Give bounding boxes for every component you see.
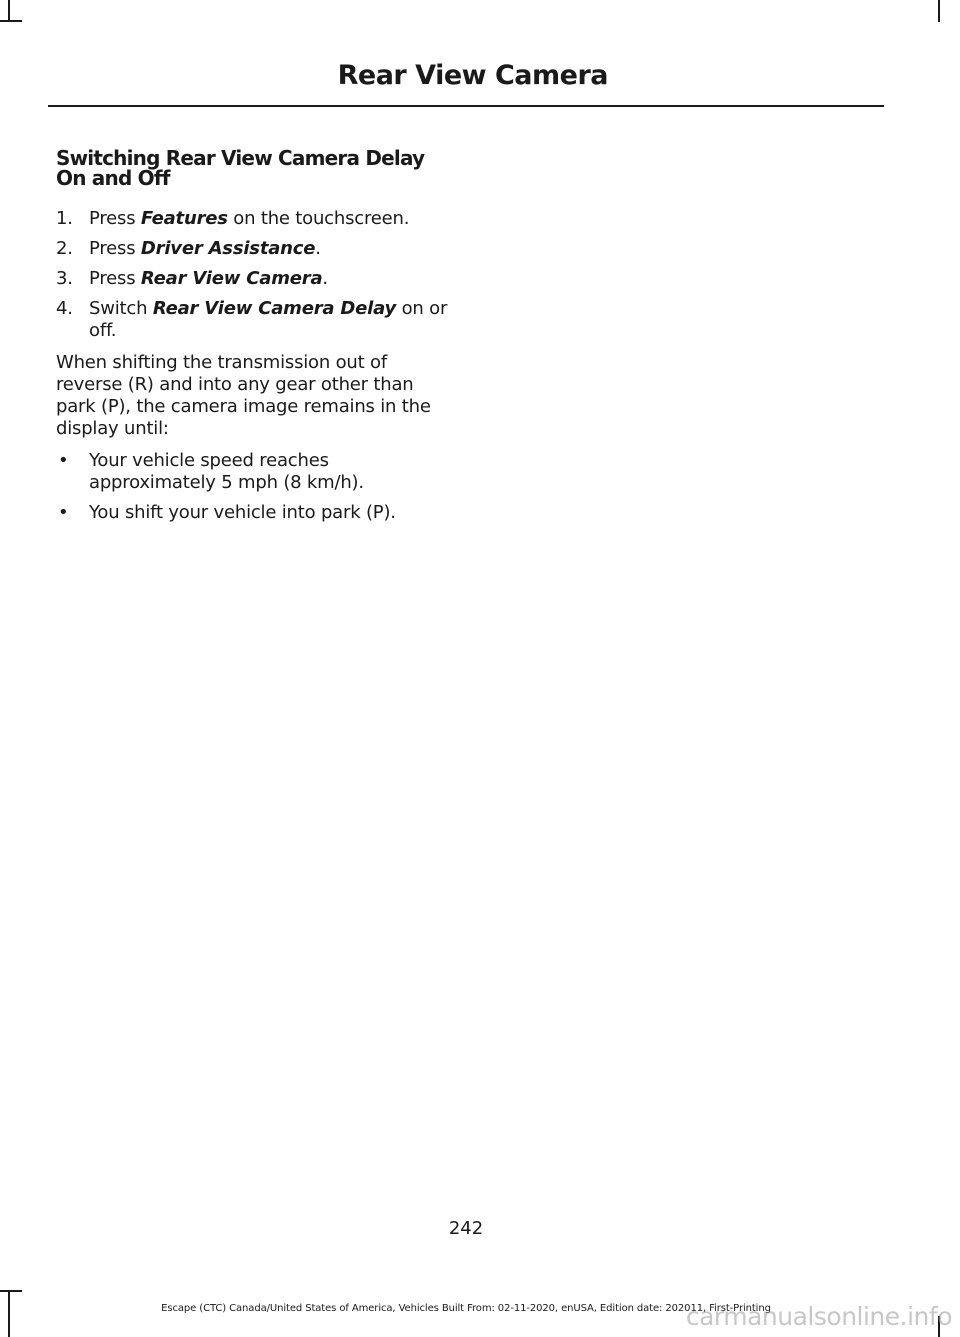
page-number: 242 <box>448 1218 484 1239</box>
step-text: Switch <box>89 298 153 319</box>
step-text: Press <box>89 208 141 229</box>
steps-list <box>56 208 456 342</box>
crop-mark <box>0 1290 22 1292</box>
watermark: carmanualsonline.info <box>685 1302 952 1331</box>
step-number: 4. <box>56 298 73 319</box>
step-number: 1. <box>56 208 73 229</box>
ui-term: Driver Assistance <box>140 238 316 259</box>
main-content <box>56 148 456 532</box>
crop-mark <box>8 0 10 22</box>
bullet-list <box>56 450 456 524</box>
bullet-text: You shift your vehicle into park (P). <box>89 502 396 523</box>
page-title: Rear View Camera <box>337 60 608 91</box>
step-text: . <box>315 238 321 259</box>
bullet-item <box>56 450 456 494</box>
step-text: Press <box>89 238 141 259</box>
step-item <box>56 298 456 342</box>
bullet-mark: • <box>58 450 69 471</box>
ui-term: Rear View Camera Delay <box>152 298 397 319</box>
step-text: on the touchscreen. <box>227 208 410 229</box>
ui-term: Rear View Camera <box>140 268 323 289</box>
header-divider <box>48 105 884 107</box>
step-number: 3. <box>56 268 73 289</box>
crop-mark <box>0 20 22 22</box>
step-item <box>56 268 456 290</box>
step-number: 2. <box>56 238 73 259</box>
step-text: Press <box>89 268 141 289</box>
bullet-item <box>56 502 456 524</box>
step-item <box>56 208 456 230</box>
section-heading: Switching Rear View Camera Delay On and Off <box>56 146 425 190</box>
crop-mark <box>938 0 940 22</box>
step-text: . <box>322 268 328 289</box>
ui-term: Features <box>140 208 228 229</box>
bullet-text: Your vehicle speed reaches approximately 5 mph (8 km/h). <box>89 450 364 493</box>
bullet-mark: • <box>58 502 69 523</box>
step-item <box>56 238 456 260</box>
body-paragraph: When shifting the transmission out of reverse (R) and into any gear other than park (P), the camera image remains in the display until: <box>56 352 431 439</box>
step-text: on or off. <box>89 298 448 341</box>
footer-edition-text: Escape (CTC) Canada/United States of America, Vehicles Built From: 02-11-2020, enUSA, Edition date: 202011, First-Printing <box>161 1303 771 1314</box>
